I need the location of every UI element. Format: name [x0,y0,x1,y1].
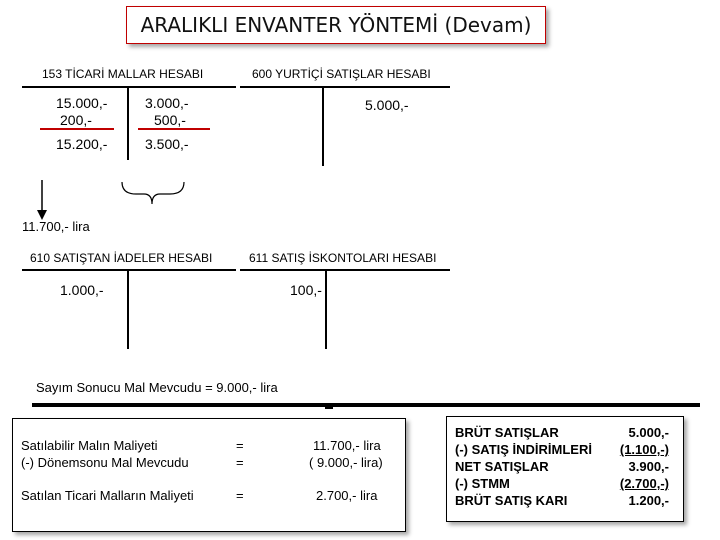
cogs-label-2: (-) Dönemsonu Mal Mevcudu [21,455,189,470]
balance-arrow-graphic [0,150,240,230]
page-title [126,6,546,44]
account-153-mid-line [127,86,129,160]
cogs-label-3: Satılan Ticari Malların Maliyeti [21,488,194,503]
account-153-credit-2: 500,- [154,112,186,128]
brace-icon [122,182,184,204]
income-label-4: (-) STMM [455,476,510,491]
income-value-1: 5.000,- [628,425,669,440]
income-label-5: BRÜT SATIŞ KARI [455,493,568,508]
account-600-credit-1: 5.000,- [365,97,409,113]
income-statement-box [446,416,684,522]
cogs-eq-1: = [236,438,244,453]
net-result-text: 11.700,- lira [22,219,90,234]
account-153-debit-2: 200,- [60,112,92,128]
income-value-2: (1.100,-) [619,442,669,457]
separator-line [32,403,700,407]
account-153-debit-subtotal-line [40,128,114,130]
cogs-eq-2: = [236,455,244,470]
account-610-name: 610 SATIŞTAN İADELER HESABI [30,251,213,265]
cogs-value-2: ( 9.000,- lira) [309,455,383,470]
cogs-label-1: Satılabilir Malın Maliyeti [21,438,158,453]
income-label-3: NET SATIŞLAR [455,459,549,474]
account-153-credit-1: 3.000,- [145,95,189,111]
account-600-name: 600 YURTİÇİ SATIŞLAR HESABI [252,67,431,81]
cogs-box [12,418,406,532]
account-600-mid-line [322,86,324,166]
page-title-text: ARALIKLI ENVANTER YÖNTEMİ (Devam) [140,13,532,37]
account-153-name: 153 TİCARİ MALLAR HESABI [42,67,204,81]
separator-notch [325,403,333,409]
cogs-eq-3: = [236,488,244,503]
income-value-3: 3.900,- [628,459,669,474]
income-label-2: (-) SATIŞ İNDİRİMLERİ [455,442,592,457]
account-611-debit-1: 100,- [290,282,322,298]
inventory-count-text: Sayım Sonucu Mal Mevcudu = 9.000,- lira [36,380,278,395]
account-600-top-line [240,86,450,88]
account-610-debit-1: 1.000,- [60,282,104,298]
account-153-debit-1: 15.000,- [56,95,108,111]
account-611-name: 611 SATIŞ İSKONTOLARI HESABI [249,251,437,265]
account-611-mid-line [325,269,327,349]
account-153-credit-total: 3.500,- [145,136,189,152]
account-153-debit-total: 15.200,- [56,136,108,152]
income-value-5: 1.200,- [628,493,669,508]
account-153-credit-subtotal-line [138,128,210,130]
income-value-4: (2.700,-) [619,476,669,491]
income-label-1: BRÜT SATIŞLAR [455,425,559,440]
account-610-top-line [22,269,236,271]
account-611-top-line [240,269,450,271]
cogs-value-3: 2.700,- lira [316,488,378,503]
cogs-value-1: 11.700,- lira [313,438,381,453]
account-610-mid-line [127,269,129,349]
account-153-top-line [22,86,236,88]
